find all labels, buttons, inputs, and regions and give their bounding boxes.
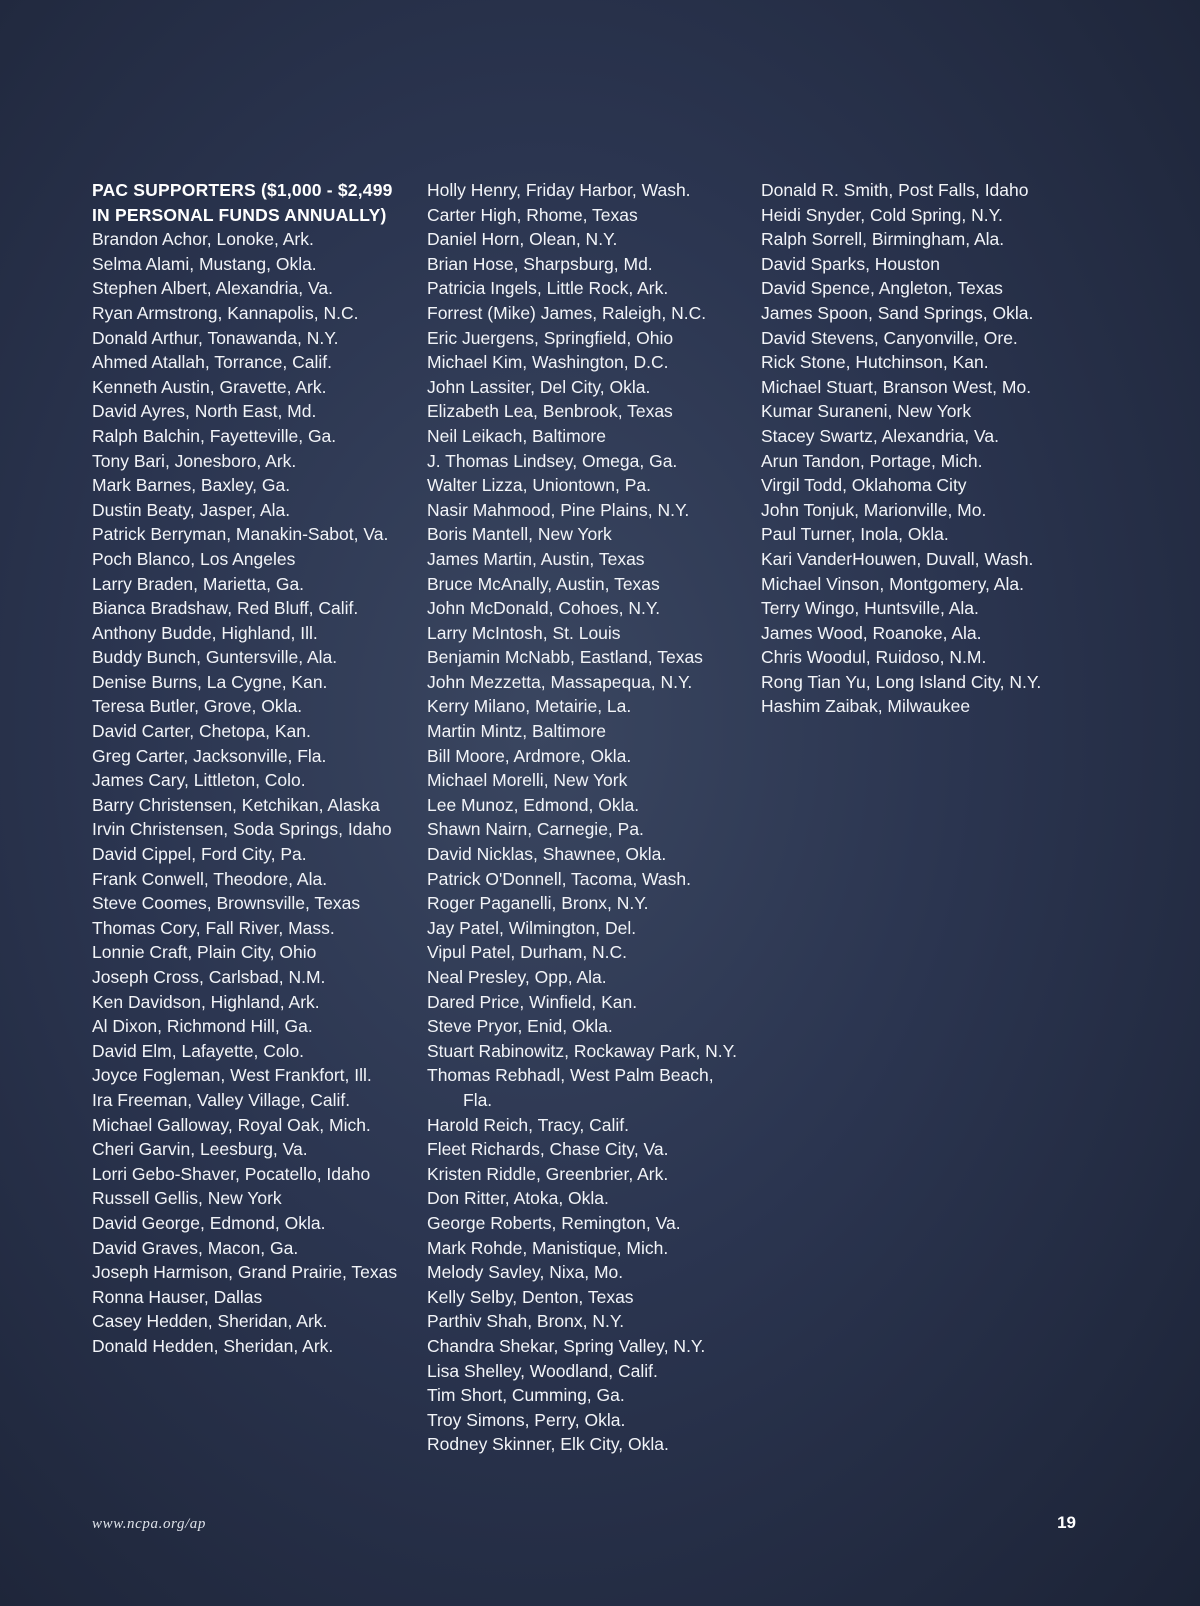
supporter-entry: Larry McIntosh, St. Louis bbox=[427, 622, 621, 643]
supporter-entry: Selma Alami, Mustang, Okla. bbox=[92, 253, 317, 274]
supporter-entry: Walter Lizza, Uniontown, Pa. bbox=[427, 475, 652, 496]
supporter-entry: David Nicklas, Shawnee, Okla. bbox=[427, 844, 667, 865]
supporter-entry: Kari VanderHouwen, Duvall, Wash. bbox=[761, 548, 1034, 569]
supporter-entry: Stacey Swartz, Alexandria, Va. bbox=[761, 425, 999, 446]
supporter-entry: Russell Gellis, New York bbox=[92, 1188, 282, 1209]
supporter-entry: Ralph Balchin, Fayetteville, Ga. bbox=[92, 425, 337, 446]
supporters-list-2 bbox=[427, 178, 747, 1457]
supporter-entry: John Tonjuk, Marionville, Mo. bbox=[761, 499, 987, 520]
supporter-entry: Joseph Harmison, Grand Prairie, Texas bbox=[92, 1262, 398, 1283]
supporter-entry: Tim Short, Cumming, Ga. bbox=[427, 1385, 625, 1406]
supporter-entry: David Ayres, North East, Md. bbox=[92, 401, 317, 422]
supporter-entry: Donald Hedden, Sheridan, Ark. bbox=[92, 1335, 334, 1356]
supporter-entry: Daniel Horn, Olean, N.Y. bbox=[427, 229, 618, 250]
supporter-entry: Paul Turner, Inola, Okla. bbox=[761, 524, 949, 545]
supporter-entry: Joyce Fogleman, West Frankfort, Ill. bbox=[92, 1065, 372, 1086]
supporter-entry: Tony Bari, Jonesboro, Ark. bbox=[92, 450, 297, 471]
supporter-entry: Joseph Cross, Carlsbad, N.M. bbox=[92, 967, 326, 987]
supporter-entry: Don Ritter, Atoka, Okla. bbox=[427, 1188, 609, 1209]
supporter-entry: Mark Barnes, Baxley, Ga. bbox=[92, 475, 291, 496]
supporter-entry: Denise Burns, La Cygne, Kan. bbox=[92, 671, 328, 692]
supporter-entry: Harold Reich, Tracy, Calif. bbox=[427, 1114, 629, 1135]
supporter-entry: Steve Coomes, Brownsville, Texas bbox=[92, 893, 361, 914]
supporter-entry: Holly Henry, Friday Harbor, Wash. bbox=[427, 180, 691, 200]
supporter-entry: David Spence, Angleton, Texas bbox=[761, 278, 1003, 299]
supporter-entry: Parthiv Shah, Bronx, N.Y. bbox=[427, 1311, 625, 1332]
supporter-entry: Cheri Garvin, Leesburg, Va. bbox=[92, 1139, 308, 1160]
supporter-entry: John Lassiter, Del City, Okla. bbox=[427, 376, 651, 397]
supporters-list-1 bbox=[92, 227, 412, 1358]
supporter-entry: David Sparks, Houston bbox=[761, 253, 940, 274]
supporter-entry: Heidi Snyder, Cold Spring, N.Y. bbox=[761, 204, 1003, 225]
supporter-entry: Larry Braden, Marietta, Ga. bbox=[92, 573, 305, 594]
supporter-entry: Elizabeth Lea, Benbrook, Texas bbox=[427, 401, 673, 422]
supporter-entry: Kenneth Austin, Gravette, Ark. bbox=[92, 376, 327, 397]
supporter-entry: Brandon Achor, Lonoke, Ark. bbox=[92, 229, 314, 250]
supporter-entry: Forrest (Mike) James, Raleigh, N.C. bbox=[427, 302, 707, 323]
supporter-entry: Rong Tian Yu, Long Island City, N.Y. bbox=[761, 671, 1042, 692]
supporter-entry: Kelly Selby, Denton, Texas bbox=[427, 1286, 634, 1307]
supporter-entry: Chris Woodul, Ruidoso, N.M. bbox=[761, 647, 987, 668]
supporter-entry: Patrick O'Donnell, Tacoma, Wash. bbox=[427, 868, 691, 889]
supporter-entry: Bianca Bradshaw, Red Bluff, Calif. bbox=[92, 598, 359, 619]
supporter-entry: Stephen Albert, Alexandria, Va. bbox=[92, 278, 333, 299]
supporter-entry: Chandra Shekar, Spring Valley, N.Y. bbox=[427, 1335, 706, 1356]
supporter-entry: James Martin, Austin, Texas bbox=[427, 548, 645, 569]
supporter-entry: Casey Hedden, Sheridan, Ark. bbox=[92, 1311, 328, 1332]
supporter-entry: Thomas Rebhadl, West Palm Beach, Fla. bbox=[427, 1065, 714, 1110]
section-heading: PAC SUPPORTERS ($1,000 - $2,499 IN PERSONAL FUNDS ANNUALLY) bbox=[92, 180, 393, 225]
supporter-entry: Lorri Gebo-Shaver, Pocatello, Idaho bbox=[92, 1163, 371, 1184]
supporter-entry: Greg Carter, Jacksonville, Fla. bbox=[92, 745, 327, 766]
supporter-entry: Neal Presley, Opp, Ala. bbox=[427, 967, 607, 987]
supporter-entry: Brian Hose, Sharpsburg, Md. bbox=[427, 253, 653, 274]
supporter-entry: Dustin Beaty, Jasper, Ala. bbox=[92, 499, 291, 520]
supporter-entry: Bruce McAnally, Austin, Texas bbox=[427, 573, 660, 594]
supporter-entry: Patricia Ingels, Little Rock, Ark. bbox=[427, 278, 669, 299]
supporter-entry: Michael Morelli, New York bbox=[427, 770, 628, 791]
supporter-entry: John McDonald, Cohoes, N.Y. bbox=[427, 598, 661, 619]
supporter-entry: David Stevens, Canyonville, Ore. bbox=[761, 327, 1018, 348]
supporter-entry: Bill Moore, Ardmore, Okla. bbox=[427, 745, 632, 766]
supporter-entry: Ryan Armstrong, Kannapolis, N.C. bbox=[92, 302, 359, 323]
supporter-entry: Ira Freeman, Valley Village, Calif. bbox=[92, 1089, 351, 1110]
supporters-column-1 bbox=[92, 178, 412, 1359]
supporter-entry: Mark Rohde, Manistique, Mich. bbox=[427, 1237, 669, 1258]
supporter-entry: Donald R. Smith, Post Falls, Idaho bbox=[761, 180, 1029, 200]
supporter-entry: James Wood, Roanoke, Ala. bbox=[761, 622, 982, 643]
supporter-entry: Kerry Milano, Metairie, La. bbox=[427, 696, 632, 717]
supporter-entry: Shawn Nairn, Carnegie, Pa. bbox=[427, 819, 644, 840]
supporter-entry: Patrick Berryman, Manakin-Sabot, Va. bbox=[92, 524, 389, 545]
supporter-entry: Martin Mintz, Baltimore bbox=[427, 721, 606, 742]
supporter-entry: David Graves, Macon, Ga. bbox=[92, 1237, 299, 1258]
supporter-entry: Lee Munoz, Edmond, Okla. bbox=[427, 794, 640, 815]
supporter-entry: Rodney Skinner, Elk City, Okla. bbox=[427, 1434, 669, 1455]
supporter-entry: Buddy Bunch, Guntersville, Ala. bbox=[92, 647, 338, 668]
supporter-entry: Michael Galloway, Royal Oak, Mich. bbox=[92, 1114, 371, 1135]
supporter-entry: Nasir Mahmood, Pine Plains, N.Y. bbox=[427, 499, 690, 520]
supporter-entry: Hashim Zaibak, Milwaukee bbox=[761, 696, 971, 717]
supporter-entry: Ronna Hauser, Dallas bbox=[92, 1286, 263, 1307]
footer-url: www.ncpa.org/ap bbox=[92, 1516, 207, 1532]
supporter-entry: Neil Leikach, Baltimore bbox=[427, 425, 606, 446]
supporter-entry: Michael Kim, Washington, D.C. bbox=[427, 352, 669, 373]
supporter-entry: Stuart Rabinowitz, Rockaway Park, N.Y. bbox=[427, 1040, 737, 1061]
supporter-entry: George Roberts, Remington, Va. bbox=[427, 1212, 681, 1233]
supporter-entry: Michael Vinson, Montgomery, Ala. bbox=[761, 573, 1024, 594]
supporter-entry: Eric Juergens, Springfield, Ohio bbox=[427, 327, 674, 348]
supporter-entry: Troy Simons, Perry, Okla. bbox=[427, 1409, 626, 1430]
supporter-entry: David George, Edmond, Okla. bbox=[92, 1212, 326, 1233]
supporter-entry: Carter High, Rhome, Texas bbox=[427, 204, 638, 225]
supporters-column-2 bbox=[427, 178, 747, 1457]
supporter-entry: Fleet Richards, Chase City, Va. bbox=[427, 1139, 669, 1160]
supporter-entry: James Cary, Littleton, Colo. bbox=[92, 770, 306, 791]
supporter-entry: Thomas Cory, Fall River, Mass. bbox=[92, 917, 335, 938]
supporter-entry: Ralph Sorrell, Birmingham, Ala. bbox=[761, 229, 1005, 250]
supporter-entry: Teresa Butler, Grove, Okla. bbox=[92, 696, 303, 717]
supporter-entry: Virgil Todd, Oklahoma City bbox=[761, 475, 967, 496]
supporter-entry: Jay Patel, Wilmington, Del. bbox=[427, 917, 637, 938]
supporter-entry: David Elm, Lafayette, Colo. bbox=[92, 1040, 305, 1061]
supporter-entry: Roger Paganelli, Bronx, N.Y. bbox=[427, 893, 649, 914]
supporter-entry: Poch Blanco, Los Angeles bbox=[92, 548, 296, 569]
supporter-entry: Ken Davidson, Highland, Ark. bbox=[92, 991, 320, 1012]
supporter-entry: Steve Pryor, Enid, Okla. bbox=[427, 1016, 613, 1037]
supporter-entry: John Mezzetta, Massapequa, N.Y. bbox=[427, 671, 693, 692]
supporter-entry: Donald Arthur, Tonawanda, N.Y. bbox=[92, 327, 339, 348]
supporter-entry: Michael Stuart, Branson West, Mo. bbox=[761, 376, 1032, 397]
supporter-entry: Dared Price, Winfield, Kan. bbox=[427, 991, 638, 1012]
supporters-column-3 bbox=[761, 178, 1091, 719]
supporter-entry: James Spoon, Sand Springs, Okla. bbox=[761, 302, 1034, 323]
supporter-entry: Al Dixon, Richmond Hill, Ga. bbox=[92, 1016, 313, 1037]
supporters-list-3 bbox=[761, 178, 1091, 719]
supporter-entry: Arun Tandon, Portage, Mich. bbox=[761, 450, 983, 471]
supporter-entry: Rick Stone, Hutchinson, Kan. bbox=[761, 352, 989, 373]
supporter-entry: Frank Conwell, Theodore, Ala. bbox=[92, 868, 328, 889]
supporter-entry: David Cippel, Ford City, Pa. bbox=[92, 844, 307, 865]
supporter-entry: Kristen Riddle, Greenbrier, Ark. bbox=[427, 1163, 669, 1184]
supporter-entry: Boris Mantell, New York bbox=[427, 524, 612, 545]
supporter-entry: Anthony Budde, Highland, Ill. bbox=[92, 622, 318, 643]
supporter-entry: David Carter, Chetopa, Kan. bbox=[92, 721, 311, 742]
supporter-entry: Barry Christensen, Ketchikan, Alaska bbox=[92, 794, 380, 815]
supporter-entry: Lonnie Craft, Plain City, Ohio bbox=[92, 942, 317, 963]
supporter-entry: Vipul Patel, Durham, N.C. bbox=[427, 942, 628, 963]
supporter-entry: Lisa Shelley, Woodland, Calif. bbox=[427, 1360, 658, 1381]
supporter-entry: Benjamin McNabb, Eastland, Texas bbox=[427, 647, 703, 668]
supporter-entry: Melody Savley, Nixa, Mo. bbox=[427, 1262, 624, 1283]
supporter-entry: Ahmed Atallah, Torrance, Calif. bbox=[92, 352, 332, 373]
page-number: 19 bbox=[1057, 1513, 1076, 1532]
supporter-entry: Terry Wingo, Huntsville, Ala. bbox=[761, 598, 979, 619]
supporter-entry: J. Thomas Lindsey, Omega, Ga. bbox=[427, 450, 678, 471]
supporter-entry: Kumar Suraneni, New York bbox=[761, 401, 972, 422]
supporter-entry: Irvin Christensen, Soda Springs, Idaho bbox=[92, 819, 392, 840]
